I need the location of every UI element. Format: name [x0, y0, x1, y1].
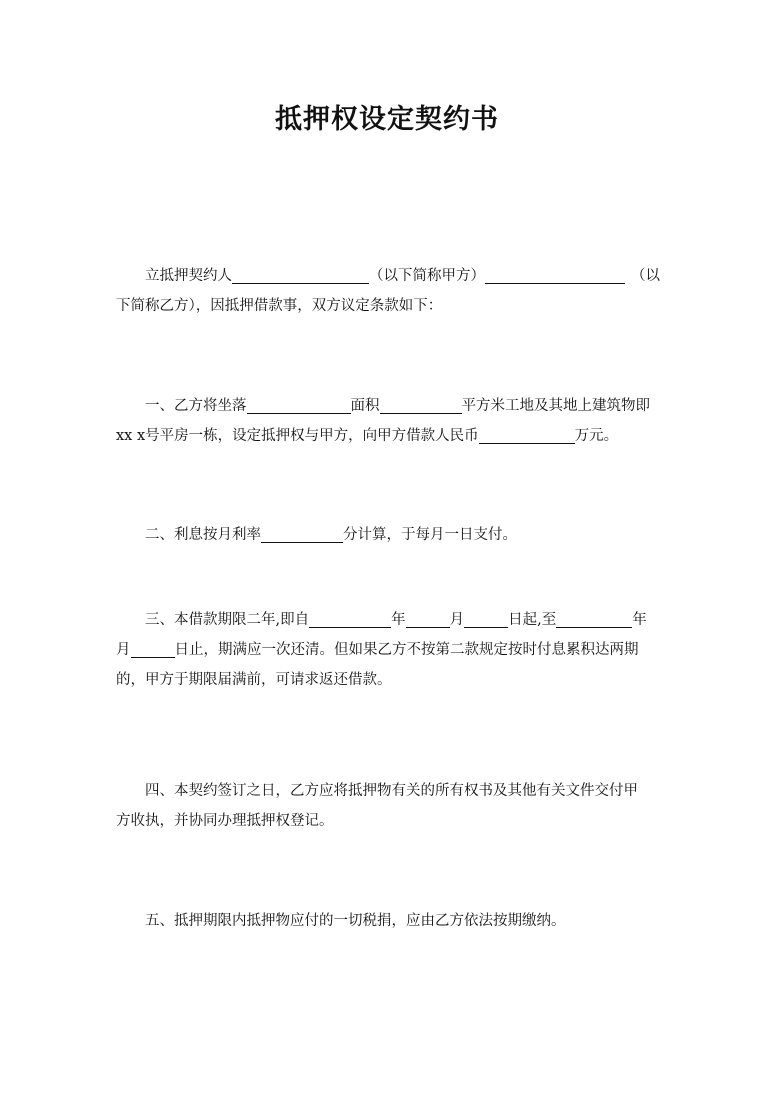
clause-4-paragraph	[116, 776, 664, 836]
clause-3-text-month: 月	[449, 612, 465, 628]
clause-1-text-area: 面积	[350, 398, 380, 414]
clause-2-line-1	[116, 520, 664, 550]
document-title: 抵押权设定契约书	[275, 104, 499, 135]
clause-3-line-2	[116, 635, 664, 665]
start-day-blank	[464, 609, 508, 628]
preamble-text-party-a: （以下简称甲方）	[369, 268, 485, 284]
location-blank	[247, 395, 351, 414]
clause-2-text-rate: 二、利息按月利率	[145, 527, 261, 543]
clause-3-line-1	[116, 605, 664, 635]
loan-amount-blank	[479, 425, 575, 444]
end-year-blank	[556, 609, 632, 628]
clause-1-line-1	[116, 391, 664, 421]
clause-4-line-1: 四、本契约签订之日，乙方应将抵押物有关的所有权书及其他有关文件交付甲	[145, 783, 638, 799]
clause-1-text-unit: 万元。	[574, 428, 619, 444]
clause-1-text-location: 一、乙方将坐落	[145, 398, 247, 414]
clause-2-text-payment: 分计算，于每月一日支付。	[343, 527, 517, 543]
clause-3-text-year: 年	[391, 612, 406, 628]
party-b-blank	[485, 265, 625, 284]
interest-rate-blank	[261, 524, 343, 543]
clause-3-text-until: 日起,至	[508, 612, 557, 628]
clause-1-text-building: 平方米工地及其地上建筑物即	[461, 398, 650, 414]
clause-3-paragraph	[116, 605, 664, 695]
clause-3-text-repay: 日止，期满应一次还清。但如果乙方不按第二款规定按时付息累积达两期	[174, 642, 639, 658]
clause-3-text-end-year: 年	[632, 612, 647, 628]
preamble-line-1	[116, 261, 664, 291]
party-a-blank	[232, 265, 369, 284]
area-blank	[380, 395, 462, 414]
clause-4-line-2: 方收执，并协同办理抵押权登记。	[116, 813, 334, 829]
end-day-blank	[131, 639, 175, 658]
clause-3-line-3: 的，甲方于期限届满前，可请求返还借款。	[116, 672, 392, 688]
clause-3-text-term: 三、本借款期限二年,即自	[145, 612, 310, 628]
preamble-text-party-b-open: （以	[631, 268, 660, 284]
clause-1-line-2	[116, 421, 664, 451]
clause-5-paragraph	[116, 906, 664, 936]
start-month-blank	[406, 609, 450, 628]
clause-2-paragraph	[116, 520, 664, 550]
preamble-text-party-label: 立抵押契约人	[145, 268, 232, 284]
clause-1-paragraph	[116, 391, 664, 451]
clause-3-text-end-month: 月	[116, 642, 131, 658]
clause-1-text-loan: xx x号平房一栋，设定抵押权与甲方，向甲方借款人民币	[116, 428, 479, 444]
clause-5-line-1: 五、抵押期限内抵押物应付的一切税捐，应由乙方依法按期缴纳。	[145, 913, 566, 929]
preamble-paragraph	[116, 261, 664, 321]
start-year-blank	[309, 609, 391, 628]
preamble-line-2: 下简称乙方），因抵押借款事，双方议定条款如下：	[116, 298, 443, 314]
